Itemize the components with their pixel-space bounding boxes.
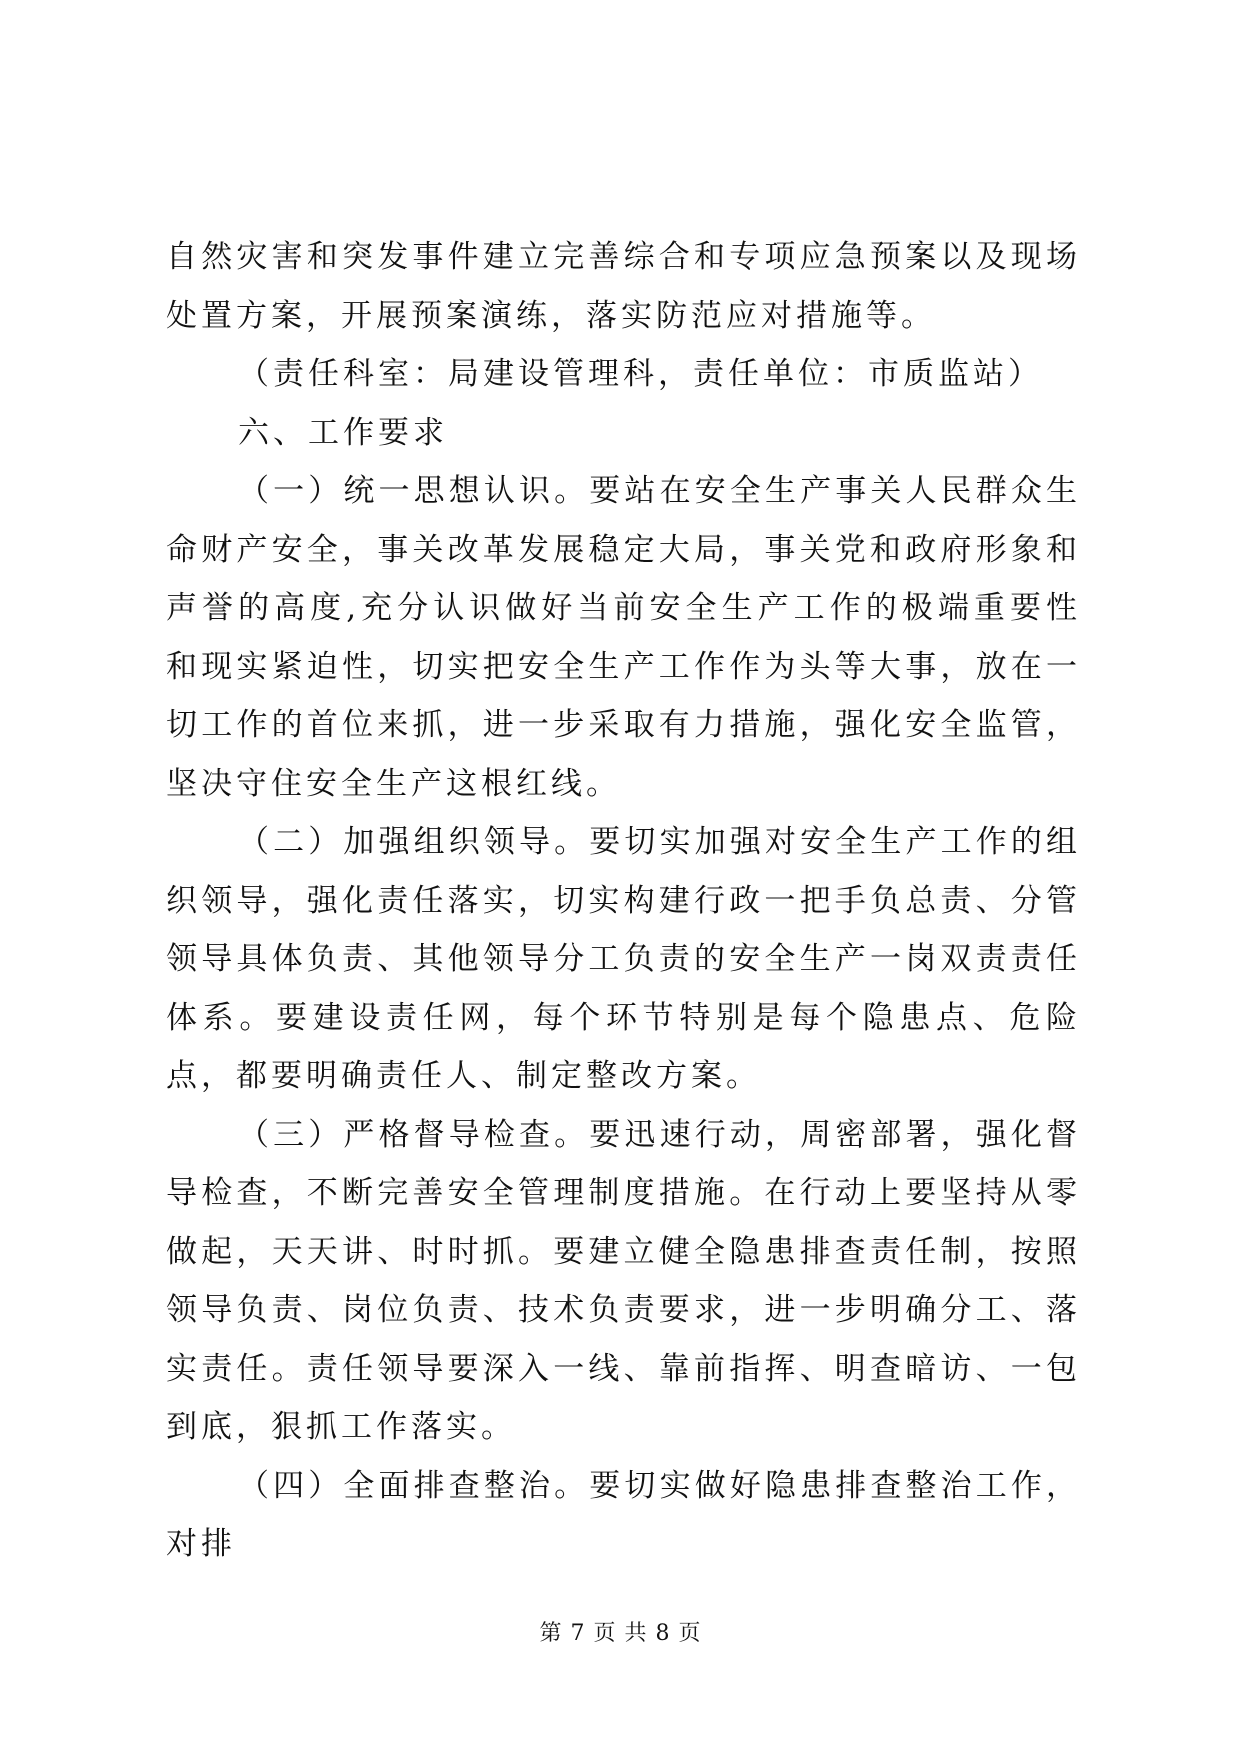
- paragraph-comprehensive-inspection: （四）全面排查整治。要切实做好隐患排查整治工作，对排: [166, 1467, 1081, 1562]
- page-number-footer: 第 7 页 共 8 页: [539, 1621, 702, 1646]
- paragraph-responsibility: （责任科室：局建设管理科，责任单位：市质监站）: [238, 356, 1043, 392]
- paragraph-strengthen-leadership: （二）加强组织领导。要切实加强对安全生产工作的组织领导，强化责任落实，切实构建行政一把手负总责、分管领导具体负责、其他领导分工负责的安全生产一岗双责责任体系。要建设责任网，每个环节特别是每个隐患点、危险点，都要明确责任人、制定整改方案。: [166, 824, 1081, 1094]
- paragraph-continuation: 自然灾害和突发事件建立完善综合和专项应急预案以及现场处置方案，开展预案演练，落实防范应对措施等。: [166, 239, 1081, 334]
- section-heading-work-requirements: 六、工作要求: [238, 414, 448, 451]
- paragraph-strict-supervision: （三）严格督导检查。要迅速行动，周密部署，强化督导检查，不断完善安全管理制度措施。在行动上要坚持从零做起，天天讲、时时抓。要建立健全隐患排查责任制，按照领导负责、岗位负责、技术负责要求，进一步明确分工、落实责任。责任领导要深入一线、靠前指挥、明查暗访、一包到底，狠抓工作落实。: [166, 1116, 1081, 1445]
- paragraph-unify-thinking: （一）统一思想认识。要站在安全生产事关人民群众生命财产安全，事关改革发展稳定大局，事关党和政府形象和声誉的高度,充分认识做好当前安全生产工作的极端重要性和现实紧迫性，切实把安全生产工作作为头等大事，放在一切工作的首位来抓，进一步采取有力措施，强化安全监管，坚决守住安全生产这根红线。: [166, 473, 1081, 802]
- document-body: [166, 228, 1081, 1574]
